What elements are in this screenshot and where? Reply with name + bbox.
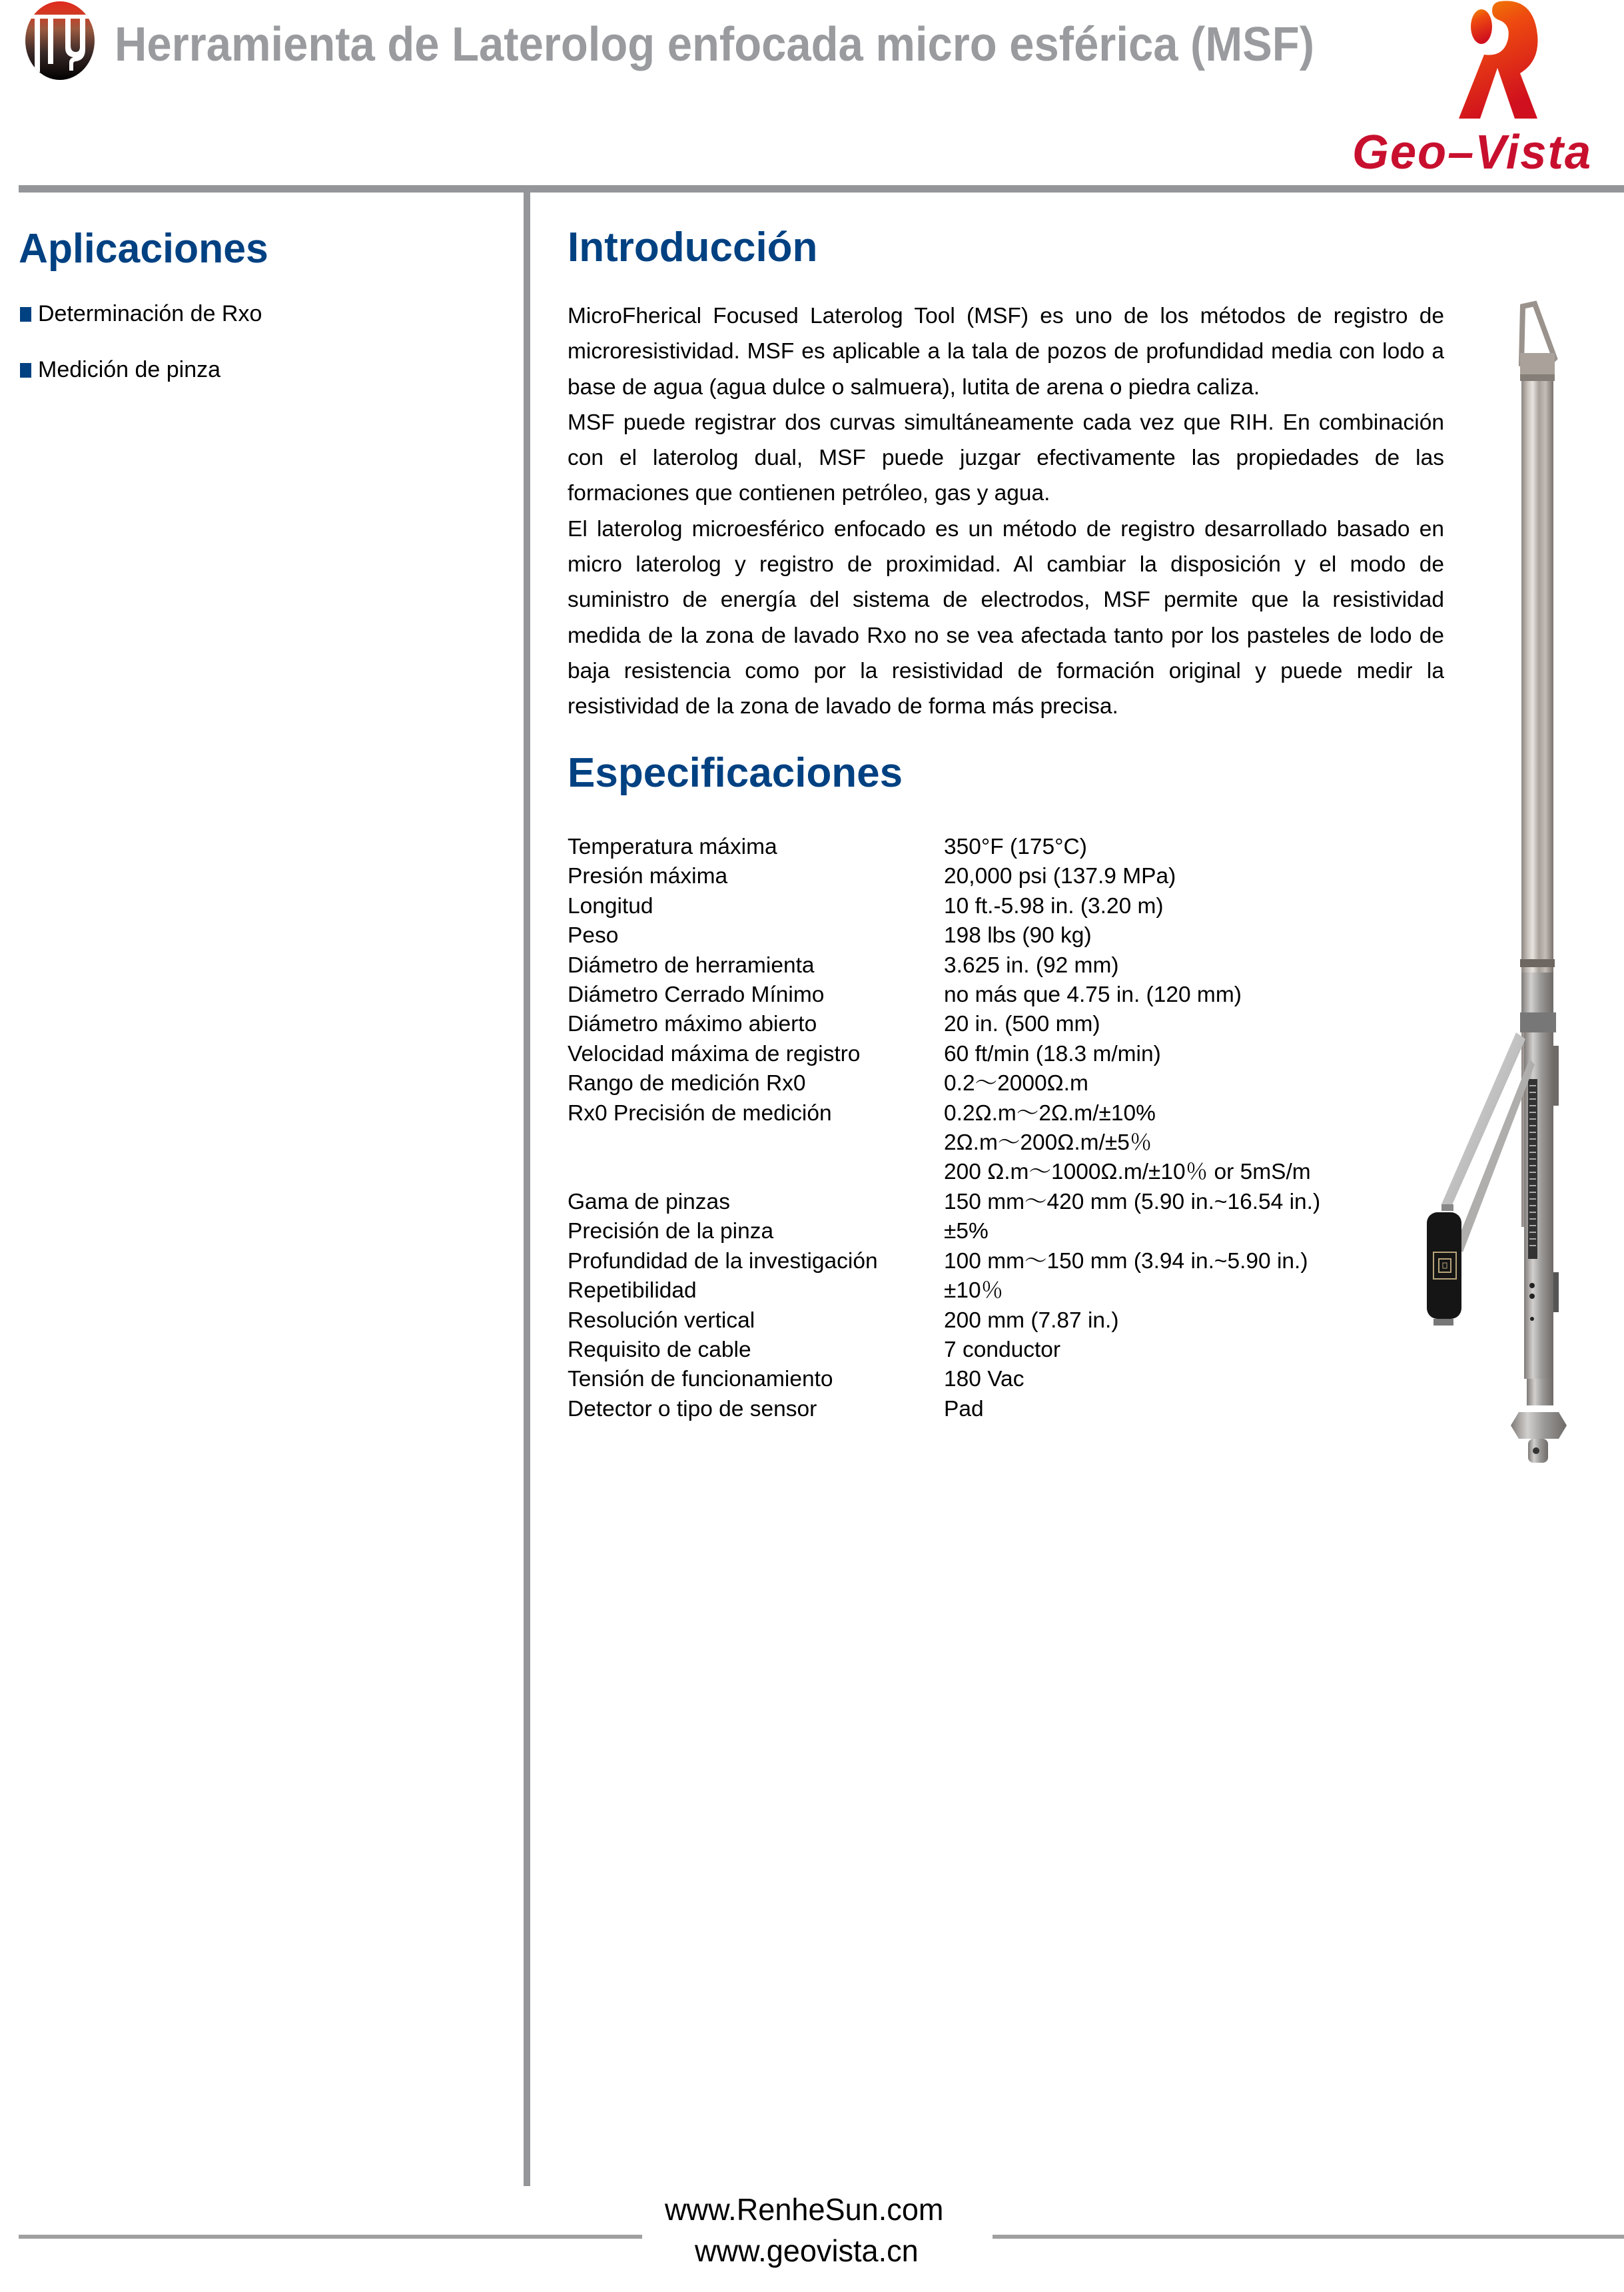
product-image (1399, 293, 1619, 1545)
spec-row (568, 892, 1320, 921)
spec-row (568, 862, 1320, 891)
application-item (20, 357, 220, 383)
spec-label: Repetibilidad (568, 1278, 697, 1304)
spec-label: Longitud (568, 893, 653, 919)
header-divider (19, 185, 1624, 192)
spec-row (568, 921, 1320, 951)
spec-row (568, 1069, 1320, 1098)
spec-row (568, 1276, 1320, 1306)
square-bullet-icon (20, 363, 31, 378)
spec-row (568, 1336, 1320, 1365)
spec-value: 200 Ω.m～1000Ω.m/±10％ or 5mS/m (944, 1160, 1311, 1185)
spec-row (568, 1010, 1320, 1039)
renhesun-logo-icon (19, 1, 101, 80)
spec-label: Diámetro máximo abierto (568, 1012, 817, 1037)
sensor-pad (1427, 1204, 1461, 1326)
spec-value: 60 ft/min (18.3 m/min) (944, 1041, 1161, 1066)
spec-label: Rango de medición Rx0 (568, 1071, 806, 1096)
spec-value: 350°F (175°C) (944, 835, 1087, 859)
spec-row (568, 1395, 1320, 1424)
spec-value: 20 in. (500 mm) (944, 1012, 1100, 1037)
specifications-heading: Especificaciones (568, 750, 903, 796)
spec-row (568, 833, 1320, 862)
spec-value: ±5% (944, 1219, 989, 1244)
application-item (20, 301, 262, 327)
specifications-table (568, 833, 1320, 1424)
spec-value: 3.625 in. (92 mm) (944, 953, 1119, 978)
spec-label: Presión máxima (568, 864, 728, 889)
spec-row (568, 1217, 1320, 1246)
spec-row (568, 1247, 1320, 1276)
spec-row (568, 1188, 1320, 1217)
spec-row (568, 1365, 1320, 1394)
spec-row (568, 951, 1320, 980)
spec-label: Diámetro de herramienta (568, 953, 815, 978)
spec-value: 2Ω.m～200Ω.m/±5％ (944, 1130, 1152, 1156)
tool-top-bail (1520, 304, 1555, 381)
introduction-heading: Introducción (568, 224, 818, 270)
spec-row (568, 980, 1320, 1010)
footer-link-geovista[interactable]: www.geovista.cn (695, 2233, 919, 2268)
footer-divider-right (993, 2235, 1624, 2239)
applications-heading: Aplicaciones (19, 226, 268, 272)
spec-row (568, 1158, 1320, 1187)
application-label: Medición de pinza (38, 357, 221, 382)
spec-label: Peso (568, 923, 619, 949)
spec-value: 0.2Ω.m～2Ω.m/±10% (944, 1100, 1156, 1126)
spec-row (568, 1128, 1320, 1158)
spec-value: 198 lbs (90 kg) (944, 923, 1092, 949)
spec-label: Profundidad de la investigación (568, 1248, 878, 1274)
spec-value: Pad (944, 1396, 984, 1421)
spec-row (568, 1040, 1320, 1069)
spec-value: no más que 4.75 in. (120 mm) (944, 982, 1242, 1008)
spec-label (568, 1158, 944, 1187)
spec-label: Requisito de cable (568, 1337, 751, 1362)
spec-row (568, 1099, 1320, 1128)
spec-row (568, 1306, 1320, 1336)
brand-name: Geo–Vista (1352, 126, 1593, 179)
spec-label: Resolución vertical (568, 1308, 755, 1333)
spec-value: 100 mm～150 mm (3.94 in.~5.90 in.) (944, 1248, 1308, 1274)
document-title: Herramienta de Laterolog enfocada micro esférica (MSF) (115, 18, 1314, 71)
spec-label: Precisión de la pinza (568, 1219, 774, 1244)
footer-divider-left (19, 2235, 642, 2239)
introduction-body (568, 298, 1444, 725)
intro-paragraph: MSF puede registrar dos curvas simultáneamente cada vez que RIH. En combinación con el laterolog dual, MSF puede juzgar efectivamente las propiedades de las formaciones que contienen petróleo, gas y agua. (568, 410, 1444, 506)
spec-label: Gama de pinzas (568, 1189, 730, 1214)
spec-value: 7 conductor (944, 1337, 1061, 1362)
spec-value: 180 Vac (944, 1367, 1024, 1392)
spec-label: Temperatura máxima (568, 835, 777, 859)
spec-label: Velocidad máxima de registro (568, 1041, 861, 1066)
square-bullet-icon (20, 307, 31, 322)
spec-label: Rx0 Precisión de medición (568, 1100, 832, 1126)
intro-paragraph: El laterolog microesférico enfocado es un método de registro desarrollado basado en micro laterolog y registro de proximidad. Al cambiar la disposición y el modo de suministro de energía del sistema de electrodos, MSF permite que la resistividad medida de la zona de lavado Rxo no se vea afectada tanto por los pasteles de lodo de baja resistencia como por la resistividad de formación original y puede medir la resistividad de la zona de lavado de forma más precisa. (568, 516, 1444, 719)
application-label: Determinación de Rxo (38, 301, 262, 326)
spec-value: 0.2～2000Ω.m (944, 1071, 1088, 1096)
spec-value: ±10％ (944, 1278, 1004, 1304)
spec-label: Tensión de funcionamiento (568, 1367, 833, 1392)
spec-value: 10 ft.-5.98 in. (3.20 m) (944, 893, 1164, 919)
intro-paragraph: MicroFherical Focused Laterolog Tool (MSF) es uno de los métodos de registro de microresistividad. MSF es aplicable a la tala de pozos de profundidad media con lodo a base de agua (agua dulce o salmuera), lutita de arena o piedra caliza. (568, 304, 1444, 400)
spec-label: Diámetro Cerrado Mínimo (568, 982, 825, 1008)
footer-link-renhesun[interactable]: www.RenheSun.com (665, 2192, 944, 2227)
spec-value: 20,000 psi (137.9 MPa) (944, 864, 1176, 889)
spec-label: Detector o tipo de sensor (568, 1396, 817, 1421)
spec-value: 150 mm～420 mm (5.90 in.~16.54 in.) (944, 1189, 1321, 1214)
column-divider (524, 192, 530, 2186)
tool-bottom-nose (1511, 1379, 1567, 1463)
spec-label (568, 1128, 944, 1158)
spec-value: 200 mm (7.87 in.) (944, 1308, 1119, 1333)
